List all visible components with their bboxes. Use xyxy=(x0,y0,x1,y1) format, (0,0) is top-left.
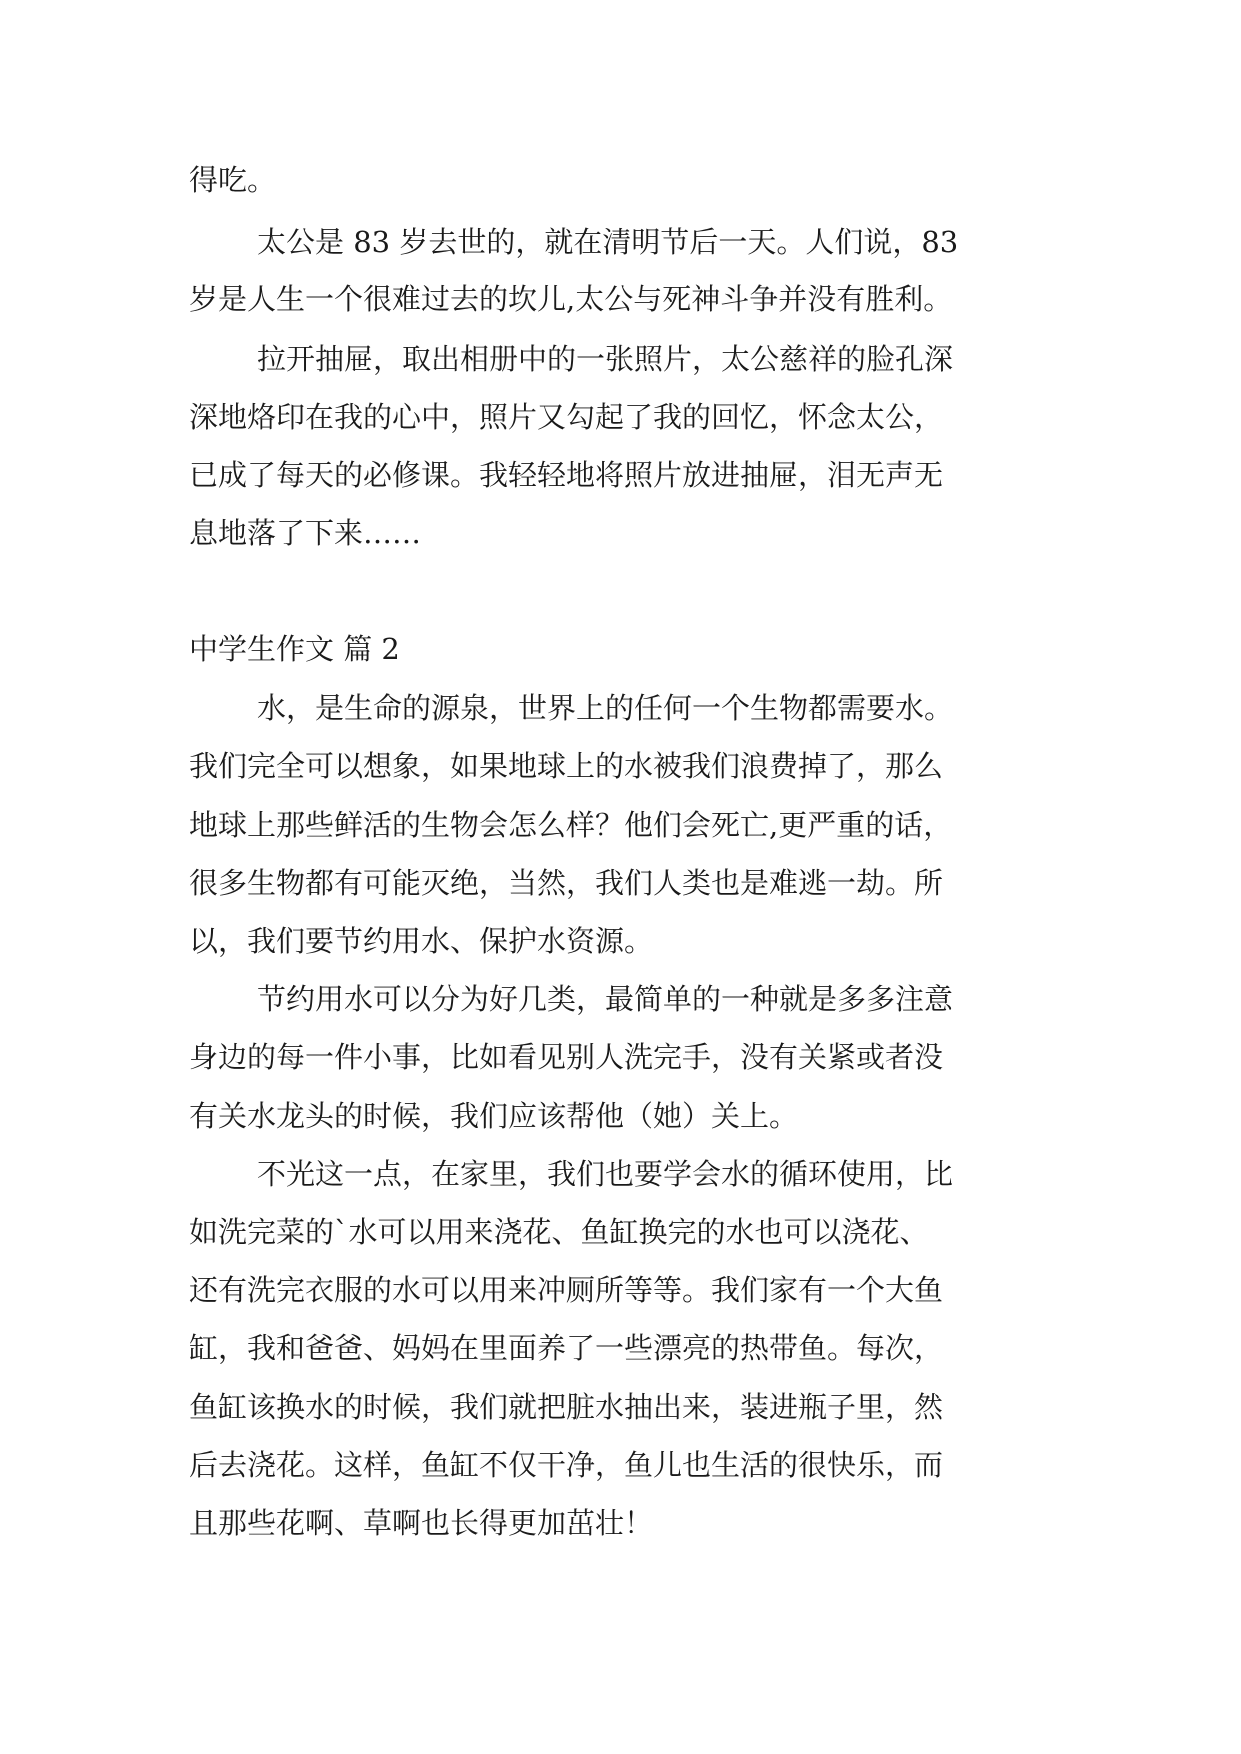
text-line: 还有洗完衣服的水可以用来冲厕所等等。我们家有一个大鱼 xyxy=(189,1273,944,1307)
text-line: 太公是 83 岁去世的，就在清明节后一天。人们说，83 xyxy=(257,225,959,259)
text-line: 鱼缸该换水的时候，我们就把脏水抽出来，装进瓶子里，然 xyxy=(189,1390,944,1424)
text-line: 且那些花啊、草啊也长得更加茁壮！ xyxy=(189,1506,654,1540)
text-line: 地球上那些鲜活的生物会怎么样？他们会死亡,更严重的话， xyxy=(189,808,953,842)
text-line: 我们完全可以想象，如果地球上的水被我们浪费掉了，那么 xyxy=(189,749,944,783)
text-line: 如洗完菜的`水可以用来浇花、鱼缸换完的水也可以浇花、 xyxy=(189,1215,929,1249)
text-line: 缸，我和爸爸、妈妈在里面养了一些漂亮的热带鱼。每次， xyxy=(189,1331,944,1365)
text-line: 水，是生命的源泉，世界上的任何一个生物都需要水。 xyxy=(257,691,954,725)
text-line: 息地落了下来…… xyxy=(189,516,422,550)
text-line: 岁是人生一个很难过去的坎儿,太公与死神斗争并没有胜利。 xyxy=(189,282,953,316)
text-line: 深地烙印在我的心中，照片又勾起了我的回忆，怀念太公， xyxy=(189,400,944,434)
text-line: 不光这一点，在家里，我们也要学会水的循环使用，比 xyxy=(257,1157,954,1191)
text-line: 拉开抽屉，取出相册中的一张照片，太公慈祥的脸孔深 xyxy=(257,342,954,376)
text-line: 节约用水可以分为好几类，最简单的一种就是多多注意 xyxy=(257,982,954,1016)
text-line: 以，我们要节约用水、保护水资源。 xyxy=(189,924,654,958)
text-line: 已成了每天的必修课。我轻轻地将照片放进抽屉，泪无声无 xyxy=(189,458,944,492)
text-line: 身边的每一件小事，比如看见别人洗完手，没有关紧或者没 xyxy=(189,1040,944,1074)
text-line: 有关水龙头的时候，我们应该帮他（她）关上。 xyxy=(189,1099,799,1133)
text-line: 很多生物都有可能灭绝，当然，我们人类也是难逃一劫。所 xyxy=(189,866,944,900)
section-heading: 中学生作文 篇 2 xyxy=(189,632,400,666)
text-line: 得吃。 xyxy=(189,163,277,197)
text-line: 后去浇花。这样，鱼缸不仅干净，鱼儿也生活的很快乐，而 xyxy=(189,1448,944,1482)
